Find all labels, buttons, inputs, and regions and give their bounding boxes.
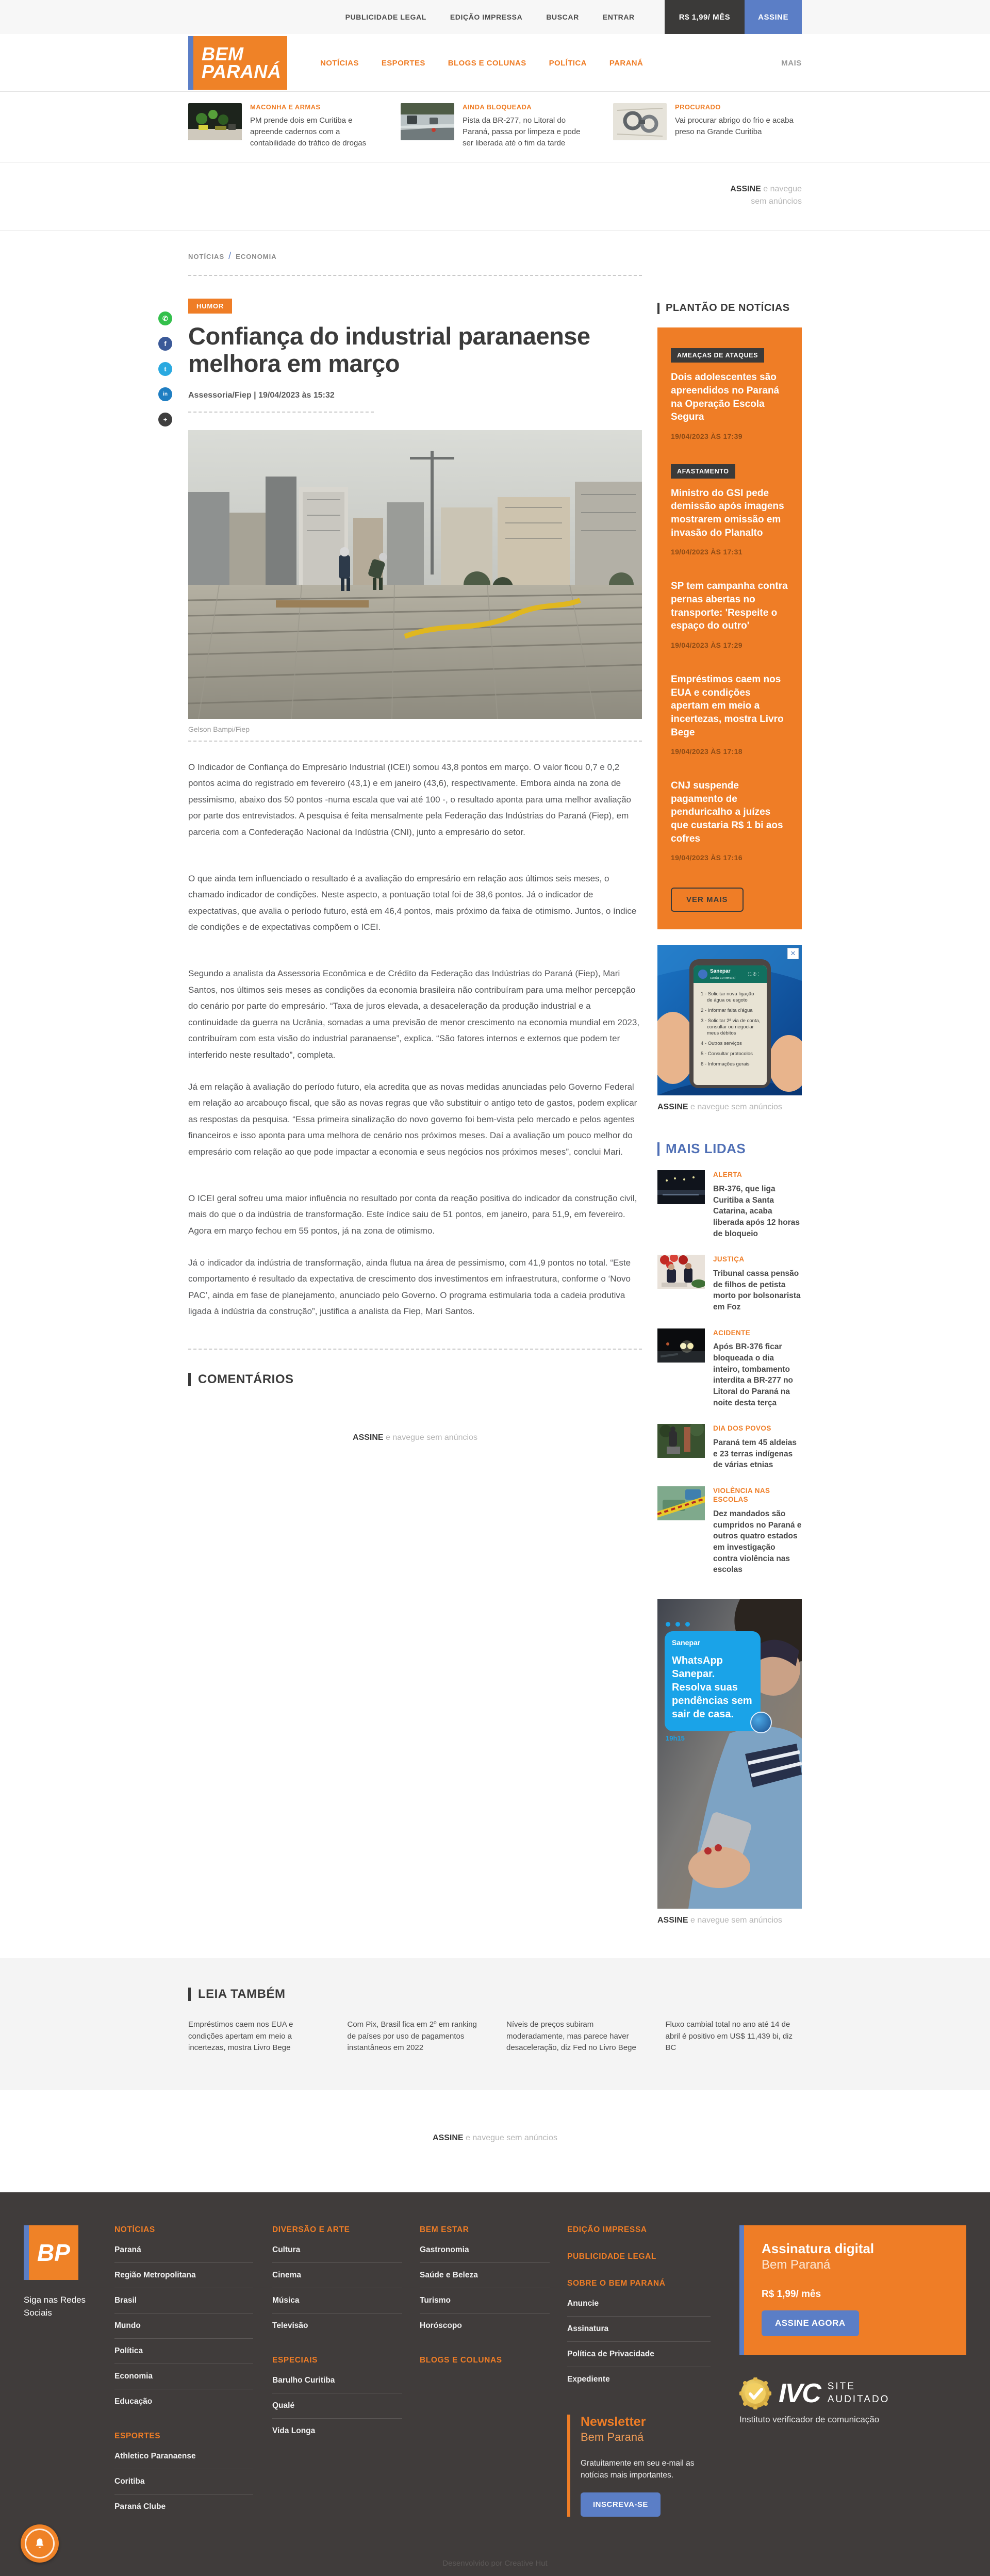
subscription-title: Assinatura digital xyxy=(762,2240,874,2256)
newsletter-title: Newsletter xyxy=(581,2414,646,2429)
footer-header-sobre[interactable]: SOBRE O BEM PARANÁ xyxy=(567,2278,666,2288)
news-ticker xyxy=(0,92,990,162)
newsletter-box xyxy=(567,2415,717,2517)
section-bar xyxy=(657,303,659,314)
svg-text:⛶ ✆ ⋮: ⛶ ✆ ⋮ xyxy=(748,972,759,977)
ver-mais-button[interactable]: VER MAIS xyxy=(671,888,744,912)
assine-ad-note[interactable]: ASSINE e navegue sem anúncios xyxy=(353,1433,477,1442)
nav-item-mais[interactable]: MAIS xyxy=(781,58,802,68)
plantao-time: 19/04/2023 ÀS 17:16 xyxy=(671,854,742,862)
footer-column-bem-estar xyxy=(420,2225,567,2519)
footer-link[interactable]: Cinema xyxy=(272,2263,402,2288)
assine-ad-note[interactable]: ASSINE e navegue sem anúncios xyxy=(657,1916,782,1925)
footer-link[interactable]: Barulho Curitiba xyxy=(272,2368,402,2393)
svg-text:Sanepar: Sanepar xyxy=(710,969,731,975)
article-paragraph: O ICEI geral sofreu uma maior influência no resultado por conta da reação positiva do indicador da construção civil, mais do que o da indústria de transformação. Este índice saiu de 51 pontos, em janeiro, para 51,9, em fevereiro. Agora em março fechou em 55 pontos, já na zona de otimismo. xyxy=(188,1193,637,1236)
subscription-blue-strip xyxy=(739,2225,744,2355)
footer-social-label: Siga nas Redes Sociais xyxy=(24,2294,86,2318)
ivc-seal-icon xyxy=(739,2377,771,2409)
leia-tambem-item[interactable]: Níveis de preços subiram moderadamente, mas parece haver desaceleração, diz Fed no Livro Bege xyxy=(506,2020,636,2053)
ad-message: WhatsApp Sanepar. Resolva suas pendências sem sair de casa. xyxy=(672,1655,752,1720)
more-share-icon[interactable]: + xyxy=(158,413,172,426)
plantao-item[interactable] xyxy=(671,464,788,557)
footer-header-bem-estar[interactable]: BEM ESTAR xyxy=(420,2225,469,2234)
svg-text:meus débitos: meus débitos xyxy=(707,1030,736,1037)
mais-lidas-title: Tribunal cassa pensão de filhos de petista morto por bolsonarista em Foz xyxy=(713,1269,801,1311)
plantao-box xyxy=(657,327,802,929)
subscribe-now-button[interactable]: ASSINE AGORA xyxy=(762,2310,859,2336)
footer-header-edicao-impressa[interactable]: EDIÇÃO IMPRESSA xyxy=(567,2225,647,2234)
mais-lidas-tag: VIOLÊNCIA NAS ESCOLAS xyxy=(713,1486,770,1504)
mais-lidas-item[interactable] xyxy=(657,1255,802,1312)
digital-subscription-box xyxy=(739,2225,966,2355)
ticker-text: Vai procurar abrigo do frio e acaba preso na Grande Curitiba xyxy=(675,116,794,136)
plantao-title: Dois adolescentes são apreendidos no Paraná na Operação Escola Segura xyxy=(671,372,780,423)
plantao-item[interactable] xyxy=(671,673,788,757)
breadcrumb-economia[interactable]: ECONOMIA xyxy=(236,253,277,261)
leia-tambem-section xyxy=(0,1958,990,2090)
footer-column-institucional xyxy=(567,2225,730,2519)
ad-close-icon[interactable]: ✕ xyxy=(787,948,799,959)
plantao-time: 19/04/2023 ÀS 17:31 xyxy=(671,548,742,556)
ticker-text: Pista da BR-277, no Litoral do Paraná, passa por limpeza e pode ser liberada até o fim da tarde xyxy=(463,116,581,147)
article-category-tag[interactable]: HUMOR xyxy=(188,299,232,314)
assine-ad-note[interactable]: ASSINE e navegue sem anúncios xyxy=(730,185,802,206)
ticker-item[interactable] xyxy=(401,103,589,149)
plantao-header: PLANTÃO DE NOTÍCIAS xyxy=(657,302,802,314)
logo-blue-strip xyxy=(24,2225,29,2280)
svg-text:2 - Informar falta d'água: 2 - Informar falta d'água xyxy=(701,1008,753,1014)
footer-link[interactable]: Economia xyxy=(114,2364,253,2389)
plantao-tag: AMEAÇAS DE ATAQUES xyxy=(671,348,764,363)
footer-link[interactable]: Turismo xyxy=(420,2288,550,2314)
site-logo[interactable] xyxy=(188,36,287,90)
article-paragraph: Já o indicador da indústria de transformação, ainda flutua na área de pessimismo, com 41,9 pontos no total. “Este comportamento é resultado da expectativa de crescimento dos investimentos em infraestrutura, conforme o ‘Novo PAC’, ainda em fase de planejamento, anunciado pelo Governo. O programa estimularia toda a cadeia produtiva ligada à indústria da construção”, justifica a analista da Fiep, Mari Santos. xyxy=(188,1257,631,1317)
bell-icon xyxy=(25,2529,55,2558)
footer-header-esportes[interactable]: ESPORTES xyxy=(114,2431,161,2440)
footer-header-noticias[interactable]: NOTÍCIAS xyxy=(114,2225,155,2234)
mais-lidas-title: Dez mandados são cumpridos no Paraná e outros quatro estados em investigação contra violência nas escolas xyxy=(713,1509,802,1574)
footer-column-diversao xyxy=(272,2225,420,2519)
comments-section-header: COMENTÁRIOS xyxy=(188,1372,642,1387)
footer-link[interactable]: Educação xyxy=(114,2397,153,2406)
nav-item-noticias[interactable]: NOTÍCIAS xyxy=(320,58,359,68)
ticker-tag: AINDA BLOQUEADA xyxy=(463,103,532,111)
section-bar xyxy=(657,1142,659,1156)
ticker-thumbnail-handcuffs xyxy=(613,103,667,140)
newsletter-text: Gratuitamente em seu e-mail as notícias mais importantes. xyxy=(581,2458,695,2480)
plantao-item[interactable] xyxy=(671,348,788,441)
svg-text:1 - Solicitar nova ligação: 1 - Solicitar nova ligação xyxy=(701,991,754,997)
mais-lidas-title: BR-376, que liga Curitiba a Santa Catarina, acaba liberada após 12 horas de bloqueio xyxy=(713,1184,800,1238)
breadcrumb xyxy=(188,251,642,261)
svg-text:de água ou esgoto: de água ou esgoto xyxy=(707,997,748,1004)
sanepar-logo xyxy=(750,1712,772,1733)
footer-link[interactable]: Anuncie xyxy=(567,2291,711,2317)
svg-text:consultar ou negociar: consultar ou negociar xyxy=(707,1024,754,1030)
footer xyxy=(0,2192,990,2576)
mais-lidas-thumbnail-bridge xyxy=(657,1170,705,1204)
leia-tambem-item[interactable]: Com Pix, Brasil fica em 2º em ranking de países por uso de pagamentos instantâneos em 2022 xyxy=(347,2020,477,2053)
newsletter-subtitle: Bem Paraná xyxy=(581,2430,644,2443)
ivc-site-auditado: SITE AUDITADO xyxy=(827,2381,890,2405)
article-byline: Assessoria/Fiep | 19/04/2023 às 15:32 xyxy=(188,390,335,400)
ad-placeholder-strip xyxy=(0,162,990,231)
footer-link[interactable]: Televisão xyxy=(272,2321,308,2330)
footer-link[interactable]: Mundo xyxy=(114,2314,253,2339)
ivc-audit-badge xyxy=(739,2377,966,2409)
footer-link[interactable]: Cultura xyxy=(272,2238,402,2263)
logo-blue-strip xyxy=(188,36,193,90)
main-navbar xyxy=(0,34,990,92)
leia-tambem-item[interactable]: Fluxo cambial total no ano até 14 de abril é positivo em US$ 11,439 bi, diz BC xyxy=(665,2020,793,2053)
footer-link[interactable]: Brasil xyxy=(114,2288,253,2314)
topbar-link-buscar[interactable]: BUSCAR xyxy=(546,13,579,21)
footer-link[interactable]: Política xyxy=(114,2339,253,2364)
leia-tambem-header: LEIA TAMBÉM xyxy=(188,1987,802,2001)
article-title: Confiança do industrial paranaense melhora em março xyxy=(188,322,590,377)
footer-logo[interactable]: BP xyxy=(24,2225,78,2280)
plantao-item[interactable] xyxy=(671,580,788,650)
nav-item-esportes[interactable]: ESPORTES xyxy=(381,58,425,68)
footer-header-diversao-e-arte[interactable]: DIVERSÃO E ARTE xyxy=(272,2225,350,2234)
footer-link[interactable]: Saúde e Beleza xyxy=(420,2263,550,2288)
assine-ad-note[interactable]: ASSINE e navegue sem anúncios xyxy=(433,2133,557,2142)
footer-header-especiais[interactable]: ESPECIAIS xyxy=(272,2355,318,2365)
assine-ad-note[interactable]: ASSINE e navegue sem anúncios xyxy=(657,1103,782,1112)
topbar-link-publicidade-legal[interactable]: PUBLICIDADE LEGAL xyxy=(345,13,426,21)
mais-lidas-thumbnail-statue xyxy=(657,1424,705,1458)
breadcrumb-noticias[interactable]: NOTÍCIAS xyxy=(188,253,225,261)
logo-text: BEM PARANÁ xyxy=(193,36,287,90)
footer-brand xyxy=(24,2225,114,2519)
footer-right xyxy=(730,2225,966,2519)
topbar-link-entrar[interactable]: ENTRAR xyxy=(602,13,635,21)
ticker-item[interactable] xyxy=(613,103,802,149)
article-body xyxy=(188,759,642,1320)
nav-item-blogs-e-colunas[interactable]: BLOGS E COLUNAS xyxy=(448,58,526,68)
subscription-price: R$ 1,99/ mês xyxy=(762,2288,821,2300)
topbar-link-edicao-impressa[interactable]: EDIÇÃO IMPRESSA xyxy=(450,13,523,21)
ticker-text: PM prende dois em Curitiba e apreende cadernos com a contabilidade do tráfico de drogas xyxy=(250,116,367,147)
mais-lidas-thumbnail-night-road xyxy=(657,1328,705,1363)
share-rail xyxy=(158,311,172,426)
svg-text:6 - Informações gerais: 6 - Informações gerais xyxy=(701,1061,750,1068)
price-button[interactable]: R$ 1,99/ MÊS xyxy=(665,0,745,34)
article-paragraph: Já em relação à avaliação do período futuro, ela acredita que as novas medidas anunciadas pelo Governo Federal em relação ao arcabouço fiscal, que são as novas regras que vão substituir o antigo teto de gastos, podem explicar as respostas da pesquisa. “Essa primeira sinalização do novo governo foi bem-vista pelo mercado e pelos agentes financeiros e isso aponta para uma melhora de cenário nos próximos meses. Daí a avaliação um pouco melhor do empresário com relação ao que pode impactar a economia e seus negócios nos próximos meses”, conclui Mari. xyxy=(188,1081,637,1157)
article-paragraph: O que ainda tem influenciado o resultado é a avaliação do empresário em relação aos últimos seis meses, o chamado indicador de condições. Neste aspecto, a pontuação total foi de 38,6 pontos. Já o indicador de expectativas, que avalia o período futuro, está em 46,4 pontos, mais próximo da faixa de otimismo. Juntos, o índice de condições e de expectativas compõem o ICEI. xyxy=(188,873,637,932)
article-hero-image xyxy=(188,430,642,719)
article-paragraph: Segundo a analista da Assessoria Econômica e de Crédito da Federação das Indústrias do Paraná (Fiep), Mari Santos, nos últimos seis meses as condições da economia brasileira não contribuíram para uma melhor percepção do cenário por parte do empresário. “Taxa de juros elevada, a desaceleração da produção industrial e a continuidade da guerra na Ucrânia, somadas a uma previsão de menor crescimento na economia mundial em 2023, contribuíram com esta visão do industrial paranaense”, explica. “São fatores internos e externos que podem ter interferido neste resultado”, completa. xyxy=(188,968,640,1060)
mais-lidas-thumbnail-party xyxy=(657,1255,705,1289)
mais-lidas-title: Paraná tem 45 aldeias e 23 terras indígenas de várias etnias xyxy=(713,1438,797,1470)
plantao-item[interactable] xyxy=(671,779,788,863)
section-bar xyxy=(188,1988,191,2001)
mais-lidas-thumbnail-playground xyxy=(657,1486,705,1520)
dashed-divider xyxy=(188,741,642,742)
mais-lidas-tag: JUSTIÇA xyxy=(713,1255,745,1264)
nav-item-parana[interactable]: PARANÁ xyxy=(609,58,644,68)
mais-lidas-tag: ACIDENTE xyxy=(713,1328,751,1337)
footer-link[interactable]: Paraná Clube xyxy=(114,2502,166,2511)
plantao-tag: AFASTAMENTO xyxy=(671,464,735,479)
ticker-tag: MACONHA E ARMAS xyxy=(250,103,321,111)
twitter-share-icon[interactable]: t xyxy=(158,362,172,376)
mais-lidas-tag: ALERTA xyxy=(713,1171,742,1179)
leia-tambem-item[interactable]: Empréstimos caem nos EUA e condições apertam em meio a incertezas, mostra Livro Bege xyxy=(188,2020,293,2053)
footer-link[interactable]: Música xyxy=(272,2288,402,2314)
newsletter-subscribe-button[interactable]: INSCREVA-SE xyxy=(581,2492,661,2517)
plantao-title: SP tem campanha contra pernas abertas no transporte: 'Respeite o espaço do outro' xyxy=(671,581,788,632)
footer-link[interactable]: Athletico Paranaense xyxy=(114,2444,253,2469)
ticker-thumbnail-drugs xyxy=(188,103,242,140)
dashed-divider xyxy=(188,275,642,276)
footer-header-publicidade-legal[interactable]: PUBLICIDADE LEGAL xyxy=(567,2252,656,2261)
mais-lidas-item[interactable] xyxy=(657,1486,802,1576)
plantao-time: 19/04/2023 ÀS 17:18 xyxy=(671,747,742,756)
footer-link[interactable]: Expediente xyxy=(567,2374,610,2384)
svg-text:4 - Outros serviços: 4 - Outros serviços xyxy=(701,1041,742,1047)
image-credit: Gelson Bampi/Fiep xyxy=(188,725,250,733)
mais-lidas-title: Após BR-376 ficar bloqueada o dia inteiro, tombamento interdita a BR-277 no Litoral do Paraná na noite desta terça xyxy=(713,1342,794,1407)
footer-link[interactable]: Assinatura xyxy=(567,2317,711,2342)
svg-text:3 - Solicitar 2ª via de conta,: 3 - Solicitar 2ª via de conta, xyxy=(701,1018,761,1024)
notification-bell-button[interactable] xyxy=(21,2524,59,2563)
ivc-caption: Instituto verificador de comunicação xyxy=(739,2414,880,2424)
main-nav xyxy=(320,59,643,68)
plantao-time: 19/04/2023 ÀS 17:29 xyxy=(671,641,742,649)
mais-lidas-item[interactable] xyxy=(657,1170,802,1239)
mais-lidas-tag: DIA DOS POVOS xyxy=(713,1424,771,1433)
sanepar-whatsapp-tall-ad[interactable] xyxy=(657,1599,802,1909)
ticker-tag: PROCURADO xyxy=(675,103,721,111)
nav-item-politica[interactable]: POLÍTICA xyxy=(549,58,587,68)
whatsapp-share-icon[interactable]: ✆ xyxy=(158,311,172,325)
footer-link[interactable]: Paraná xyxy=(114,2238,253,2263)
sanepar-whatsapp-ad[interactable] xyxy=(657,945,802,1095)
dashed-divider-short xyxy=(188,412,374,413)
plantao-time: 19/04/2023 ÀS 17:39 xyxy=(671,432,742,440)
ad-typing-dots xyxy=(666,1622,690,1627)
ticker-item[interactable] xyxy=(188,103,377,149)
ad-timestamp: 19h15 xyxy=(666,1734,685,1743)
footer-link[interactable]: Política de Privacidade xyxy=(567,2342,711,2367)
footer-link[interactable]: Vida Longa xyxy=(272,2426,316,2435)
footer-column-noticias xyxy=(114,2225,272,2519)
footer-link[interactable]: Qualé xyxy=(272,2393,402,2419)
svg-text:5 - Consultar protocolos: 5 - Consultar protocolos xyxy=(701,1051,753,1057)
article-paragraph: O Indicador de Confiança do Empresário Industrial (ICEI) somou 43,8 pontos em março. O valor ficou 0,7 e 0,2 pontos acima do registrado em fevereiro (43,1) e em janeiro (43,6), respectivamente. Embora ainda na zona de pessimismo, abaixo dos 50 pontos -numa escala que vai até 100 -, o resultado aponta para uma melhor avaliação por parte dos entrevistados. A pesquisa é feita mensalmente pela Federação das Indústrias do Paraná (Fiep), em parceria com a Confederação Nacional da Indústria (CNI), junto a empresário do setor. xyxy=(188,762,632,837)
footer-header-blogs-e-colunas[interactable]: BLOGS E COLUNAS xyxy=(420,2355,502,2365)
subscribe-button[interactable]: ASSINE xyxy=(745,0,802,34)
footer-link[interactable]: Coritiba xyxy=(114,2469,253,2495)
svg-text:conta comercial: conta comercial xyxy=(710,976,736,980)
footer-link[interactable]: Horóscopo xyxy=(420,2321,462,2330)
footer-link[interactable]: Região Metropolitana xyxy=(114,2263,253,2288)
top-utility-bar xyxy=(0,0,990,34)
prefooter-ad-strip xyxy=(0,2090,990,2192)
facebook-share-icon[interactable]: f xyxy=(158,337,172,351)
section-bar xyxy=(188,1373,191,1386)
ticker-thumbnail-road xyxy=(401,103,454,140)
plantao-title: Empréstimos caem nos EUA e condições apertam em meio a incertezas, mostra Livro Bege xyxy=(671,674,784,738)
linkedin-share-icon[interactable]: in xyxy=(158,387,172,401)
developed-by-credit: Desenvolvido por Creative Hut xyxy=(442,2558,548,2568)
plantao-title: CNJ suspende pagamento de penduricalho a juízes que custaria R$ 1 bi aos cofres xyxy=(671,780,783,844)
sidebar xyxy=(657,251,802,1925)
footer-link[interactable]: Gastronomia xyxy=(420,2238,550,2263)
mais-lidas-item[interactable] xyxy=(657,1328,802,1409)
ad-chat-bubble xyxy=(665,1631,761,1731)
article-column xyxy=(162,251,642,1925)
ad-brand: Sanepar xyxy=(672,1638,701,1647)
plantao-title: Ministro do GSI pede demissão após imagens mostrarem omissão em invasão do Planalto xyxy=(671,487,784,538)
mais-lidas-header: MAIS LIDAS xyxy=(657,1141,802,1157)
mais-lidas-item[interactable] xyxy=(657,1424,802,1471)
ivc-logo-text: IVC xyxy=(779,2378,820,2408)
breadcrumb-separator: / xyxy=(228,251,232,261)
subscription-subtitle: Bem Paraná xyxy=(762,2257,831,2272)
dashed-divider xyxy=(188,1349,642,1350)
